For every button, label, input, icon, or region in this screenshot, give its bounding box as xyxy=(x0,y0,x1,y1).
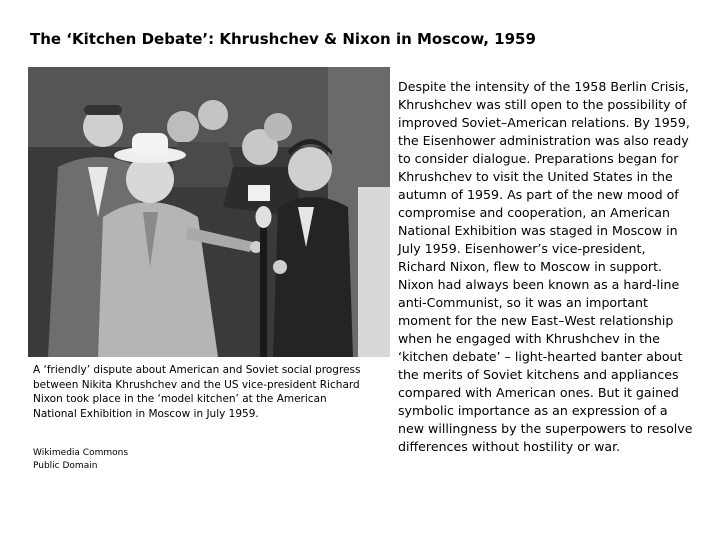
photo-credit-source: Wikimedia Commons xyxy=(33,448,129,458)
kitchen-debate-photo xyxy=(28,67,390,357)
body-paragraph-2: Nixon had always been known as a hard-line anti-Communist, so it was an important moment for the new East–West relationship when he engaged with Khrushchev in the ‘kitchen debate’ – light-hearted banter about the merits of Soviet kitchens and appliances compared with American ones. But it gained symbolic importance as an expression of a new willingness by the superpowers to resolve differences without hostility or war. xyxy=(398,277,693,454)
photo-credit-license: Public Domain xyxy=(33,461,98,471)
slide-title: The ‘Kitchen Debate’: Khrushchev & Nixon in Moscow, 1959 xyxy=(30,30,536,48)
body-paragraph-1: Despite the intensity of the 1958 Berlin Crisis, Khrushchev was still open to the possibility of improved Soviet–American relations. By 1959, the Eisenhower administration was also ready to consider dialogue. Preparations began for Khrushchev to visit the United States in the autumn of 1959. As part of the new mood of compromise and cooperation, an American National Exhibition was staged in Moscow in July 1959. Eisenhower’s vice-president, Richard Nixon, flew to Moscow in support. xyxy=(398,79,690,274)
body-text xyxy=(398,78,696,456)
photo-caption: A ‘friendly’ dispute about American and Soviet social progress between Nikita Khrushchev and the US vice-president Richard Nixon took place in the ‘model kitchen’ at the American National Exhibition in Moscow in July 1959. xyxy=(33,364,361,421)
